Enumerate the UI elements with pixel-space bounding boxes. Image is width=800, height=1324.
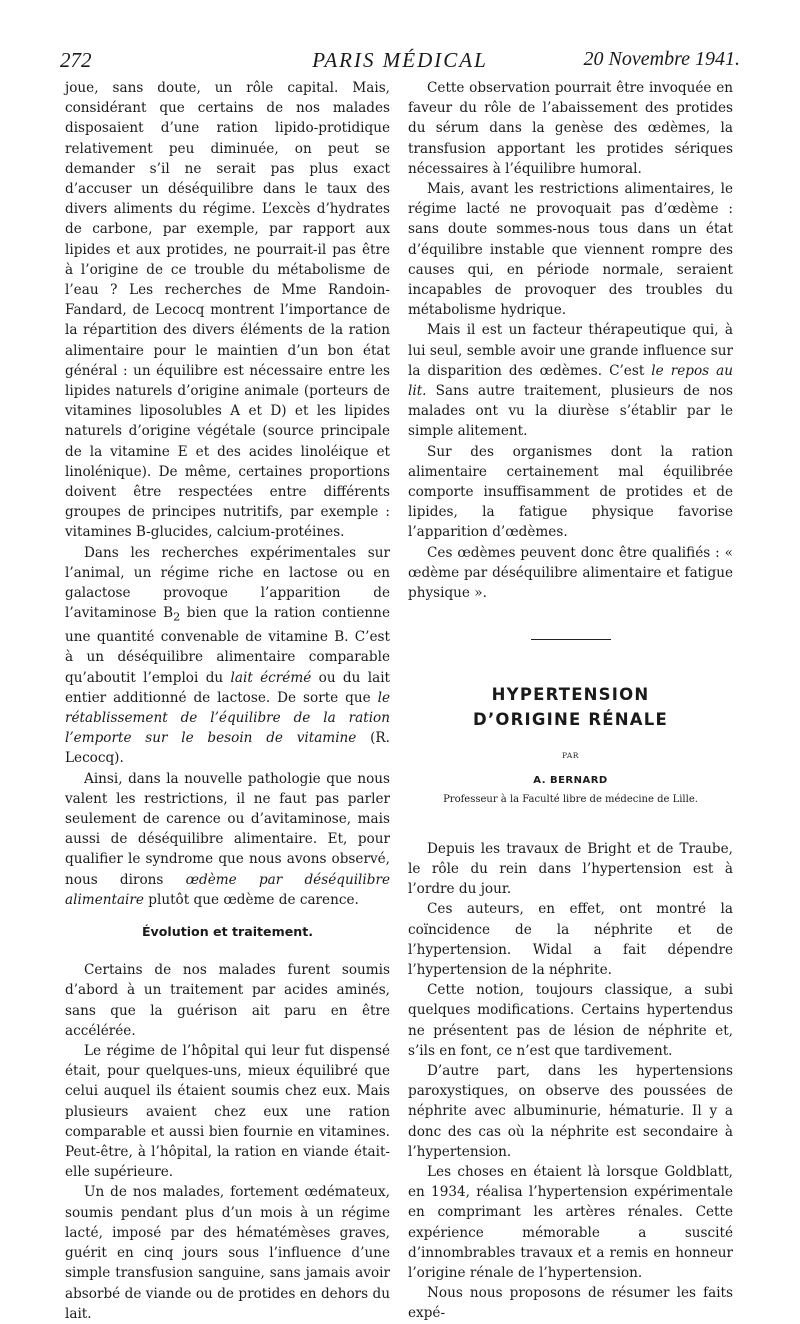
paragraph: Un de nos malades, fortement œdémateux, soumis pendant plus d’un mois à un régime lacté, imposé par des hématémèses graves, guérit en cinq jours sous l’influence d’une simple transfusion sanguine, sans jamais avoir absorbé de viande ou de protides en dehors du lait.	[65, 1184, 390, 1322]
paragraph: Le régime de l’hôpital qui leur fut dispensé était, pour quelques-uns, mieux équilibré que celui auquel ils étaient soumis chez eux. Mais plusieurs avaient chez eux une ration comparable et aussi bien fournie en vitamines. Peut-être, à l’hôpital, la ration en viande était-elle supérieure.	[65, 1043, 390, 1181]
left-column	[65, 78, 390, 1324]
page-number: 272	[60, 48, 92, 72]
issue-date: 20 Novembre 1941.	[583, 48, 740, 70]
author-affiliation: Professeur à la Faculté libre de médecine de Lille.	[443, 793, 698, 805]
paragraph: Sur des organismes dont la ration alimentaire certainement mal équilibrée comporte insuffisamment de protides et de lipides, la fatigue physique favorise l’apparition d’œdèmes.	[408, 443, 733, 541]
paragraph: Les choses en étaient là lorsque Goldblatt, en 1934, réalisa l’hypertension expérimentale en comprimant les artères rénales. Cette expérience mémorable a suscité d’innombrables travaux et a remis en honneur l’origine rénale de l’hypertension.	[408, 1163, 733, 1281]
paragraph: Cette observation pourrait être invoquée en faveur du rôle de l’abaissement des protides du sérum dans la genèse des œdèmes, la transfusion apportant les protides sériques nécessaires à l’équilibre humoral.	[408, 80, 733, 177]
author-name: A. BERNARD	[533, 775, 608, 787]
article-title	[408, 682, 733, 732]
right-column	[408, 78, 733, 1324]
paragraph: joue, sans doute, un rôle capital. Mais, considérant que certains de nos malades disposaient d’une ration lipido-protidique relativement peu diminuée, on peut se demander s’il ne serait pas plus exact d’accuser un déséquilibre dans le taux des divers aliments du régime. L’excès d’hydrates de carbone, par exemple, par rapport aux lipides et aux protides, ne pourrait-il pas être à l’origine de ce trouble du métabolisme de l’eau ? Les recherches de Mme Randoin-Fandard, de Lecocq montrent l’importance de la répartition des divers éléments de la ration alimentaire pour le maintien d’un bon état général : un équilibre est nécessaire entre les lipides naturels d’origine animale (porteurs de vitamines liposolubles A et D) et les lipides naturels d’origine végétale (source principale de la vitamine E et des acides linoléique et linolénique). De même, certaines proportions doivent être respectées entre différents groupes de principes nutritifs, par exemple : vitamines B-glucides, calcium-protéines.	[65, 80, 390, 541]
paragraph: D’autre part, dans les hypertensions paroxystiques, on observe des poussées de néphrite avec albuminurie, hématurie. Il y a donc des cas où la néphrite est secondaire à l’hypertension.	[408, 1062, 733, 1160]
journal-title: PARIS MÉDICAL	[312, 48, 488, 72]
paragraph: Ainsi, dans la nouvelle pathologie que nous valent les restrictions, il ne faut pas parler seulement de carence ou d’avitaminose, mais aussi de déséquilibre alimentaire. Et, pour qualifier le syndrome que nous avons observé, nous dirons œdème par déséquilibre alimentaire plutôt que œdème de carence.	[65, 770, 390, 908]
paragraph: Ces œdèmes peuvent donc être qualifiés : « œdème par déséquilibre alimentaire et fatigue physique ».	[408, 544, 733, 602]
byline-par: PAR	[562, 751, 579, 761]
paragraph: Dans les recherches expérimentales sur l’animal, un régime riche en lactose ou en galactose provoque l’apparition de l’avitaminose $B_2$ bien que la ration contienne une quantité convenable de vitamine B. C’est à un déséquilibre alimentaire comparable qu’aboutit l’emploi du lait écrémé ou du lait entier additionné de lactose. De sorte que le rétablissement de l’équilibre de la ration l’emporte sur le besoin de vitamine (R. Lecocq).	[65, 544, 391, 767]
page-header	[60, 48, 740, 74]
section-heading: Évolution et traitement.	[141, 924, 314, 940]
paragraph: Certains de nos malades furent soumis d’abord à un traitement par acides aminés, sans que la guérison ait paru en être accélérée.	[65, 962, 390, 1039]
paragraph: Mais, avant les restrictions alimentaires, le régime lacté ne provoquait pas d’œdème : sans doute sommes-nous tous dans un état d’équilibre instable que viennent rompre des causes qui, en période normale, seraient incapables de provoquer des troubles du métabolisme hydrique.	[408, 181, 733, 319]
title-line: D’ORIGINE RÉNALE	[473, 710, 668, 730]
paragraph: Ces auteurs, en effet, ont montré la coïncidence de la néphrite et de l’hypertension. Widal a fait dépendre l’hypertension de la néphrite.	[408, 901, 733, 978]
paragraph: Mais il est un facteur thérapeutique qui, à lui seul, semble avoir une grande influence sur la disparition des œdèmes. C’est le repos au lit. Sans autre traitement, plusieurs de nos malades ont vu la diurèse s’établir par le simple alitement.	[408, 322, 733, 440]
paragraph: Depuis les travaux de Bright et de Traube, le rôle du rein dans l’hypertension est à l’ordre du jour.	[408, 840, 733, 898]
divider	[531, 639, 611, 640]
title-line: HYPERTENSION	[491, 685, 650, 705]
paragraph: Nous nous proposons de résumer les faits expé-	[408, 1285, 733, 1322]
paragraph: Cette notion, toujours classique, a subi quelques modifications. Certains hypertendus ne présentent pas de lésion de néphrite et, s’ils en font, ce n’est que tardivement.	[408, 982, 733, 1059]
